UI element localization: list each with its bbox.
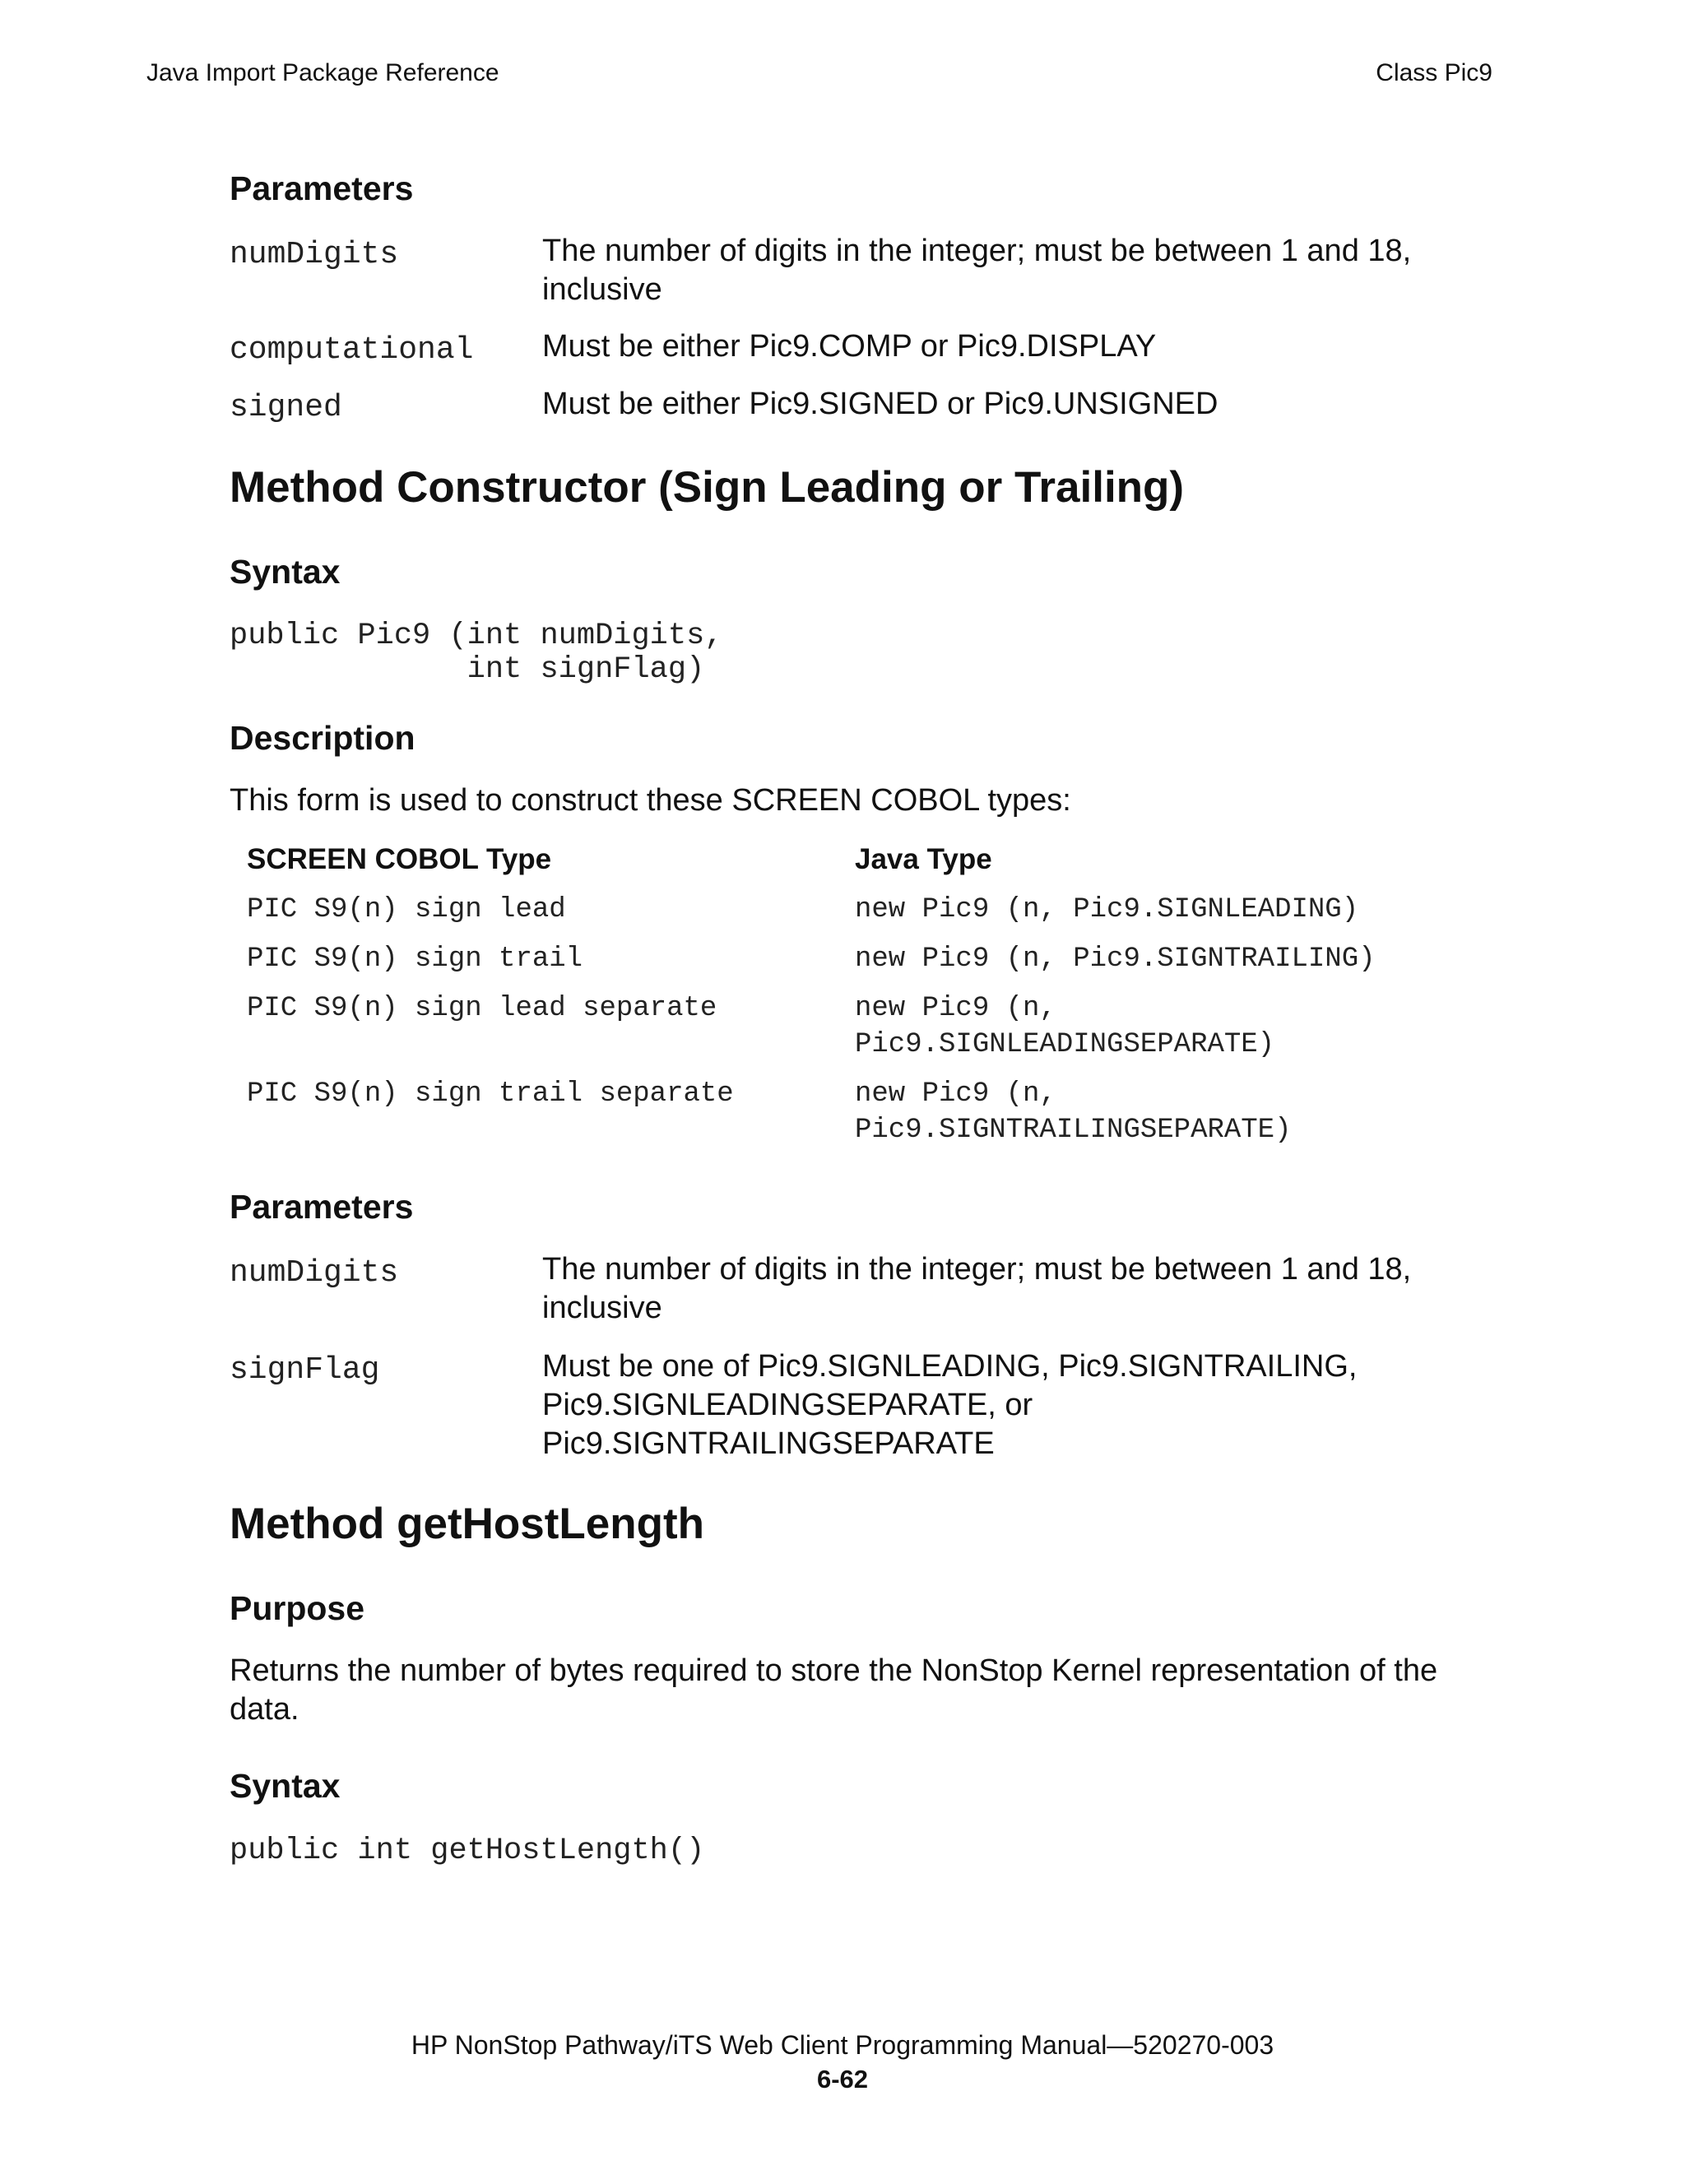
purpose-text: Returns the number of bytes required to store the NonStop Kernel representation of the data. [230,1653,1438,1727]
method-gethostlength-title: Method getHostLength [230,1500,705,1548]
param-description: The number of digits in the integer; must be between 1 and 18, inclusive [542,234,1412,307]
param-name: numDigits [230,237,399,272]
param-description: Must be one of Pic9.SIGNLEADING, Pic9.SIGNTRAILING, Pic9.SIGNLEADINGSEPARATE, or Pic9.SIGNTRAILINGSEPARATE [542,1349,1358,1461]
purpose-heading: Purpose [230,1589,365,1627]
syntax-heading: Syntax [230,1767,341,1805]
param-name: numDigits [230,1255,399,1291]
table-cell-java: new Pic9 (n, Pic9.SIGNTRAILING) [855,944,1376,975]
table-cell-cobol: PIC S9(n) sign lead [247,894,566,925]
footer-page-number: 6-62 [816,2065,869,2094]
parameters-heading: Parameters [230,169,414,207]
table-header-java: Java Type [855,843,992,875]
param-description: The number of digits in the integer; must be between 1 and 18, inclusive [542,1252,1412,1325]
param-description: Must be either Pic9.SIGNED or Pic9.UNSIGNED [542,387,1218,421]
table-cell-java: new Pic9 (n, Pic9.SIGNTRAILINGSEPARATE) [855,1078,1292,1146]
running-header-right: Class Pic9 [1376,59,1492,86]
table-cell-java: new Pic9 (n, Pic9.SIGNLEADING) [855,894,1359,925]
param-name: computational [230,332,474,368]
description-heading: Description [230,719,415,757]
param-description: Must be either Pic9.COMP or Pic9.DISPLAY [542,329,1157,364]
footer-manual-title: HP NonStop Pathway/iTS Web Client Programming Manual—520270-003 [411,2030,1274,2060]
description-text: This form is used to construct these SCREEN COBOL types: [230,783,1071,818]
param-name: signed [230,390,342,425]
table-cell-cobol: PIC S9(n) sign lead separate [247,993,717,1024]
syntax-heading: Syntax [230,553,341,591]
table-cell-cobol: PIC S9(n) sign trail [247,944,583,975]
param-name: signFlag [230,1352,380,1388]
syntax-code: public Pic9 (int numDigits, int signFlag) [230,619,723,687]
table-cell-java: new Pic9 (n, Pic9.SIGNLEADINGSEPARATE) [855,993,1275,1060]
parameters-heading: Parameters [230,1188,414,1226]
table-cell-cobol: PIC S9(n) sign trail separate [247,1078,734,1110]
method-constructor-title: Method Constructor (Sign Leading or Trailing) [230,463,1185,512]
running-header-left: Java Import Package Reference [146,59,499,86]
table-header-cobol: SCREEN COBOL Type [247,843,552,875]
syntax-code: public int getHostLength() [230,1834,705,1868]
